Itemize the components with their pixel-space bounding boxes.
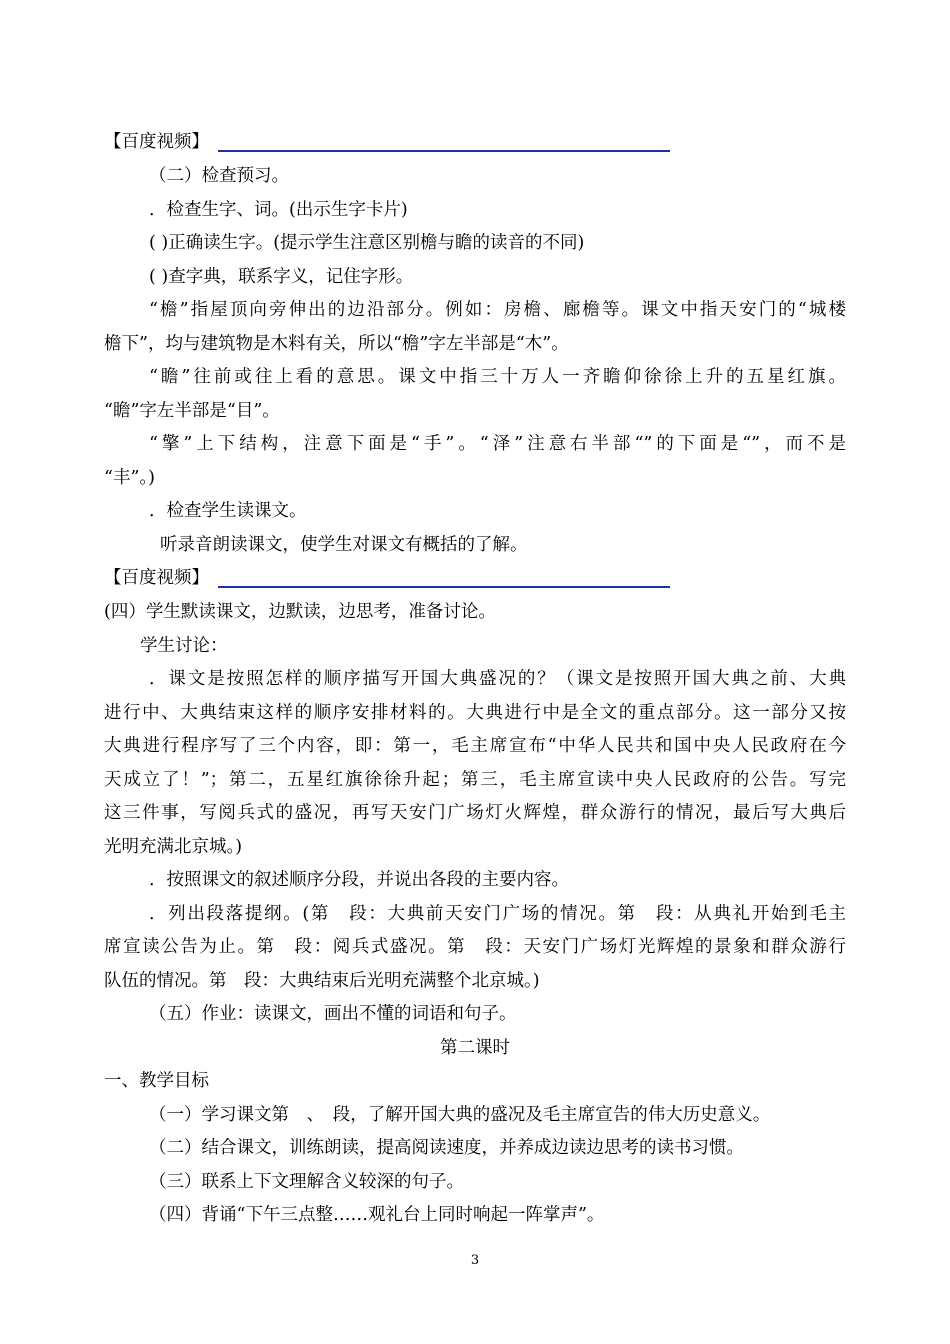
video-link-underline[interactable] xyxy=(218,586,670,588)
text-line: ( )正确读生字。(提示学生注意区别檐与瞻的读音的不同) xyxy=(149,233,585,253)
baidu-video-label: 【百度视频】 xyxy=(104,568,209,588)
text-line: 进行中、大典结束这样的顺序安排材料的。大典进行中是全文的重点部分。这一部分又按 xyxy=(104,703,846,723)
list-item: （一）学习课文第 、 段，了解开国大典的盛况及毛主席宣告的伟大历史意义。 xyxy=(149,1105,771,1125)
list-item: （二）结合课文，训练朗读，提高阅读速度，并养成边读边思考的读书习惯。 xyxy=(149,1138,744,1158)
heading-teaching-goals: 一、教学目标 xyxy=(104,1071,209,1091)
heading-homework: （五）作业：读课文，画出不懂的词语和句子。 xyxy=(149,1004,517,1024)
text-line: ．检查生字、词。(出示生字卡片) xyxy=(149,200,408,220)
section-title: 第二课时 xyxy=(440,1038,510,1058)
text-line: ．按照课文的叙述顺序分段，并说出各段的主要内容。 xyxy=(149,870,569,890)
text-line: 听录音朗读课文，使学生对课文有概括的了解。 xyxy=(160,535,528,555)
text-line: 学生讨论： xyxy=(140,636,228,656)
text-line: “瞻”字左半部是“目”。 xyxy=(104,401,280,421)
heading-silent-reading: (四）学生默读课文，边默读，边思考，准备讨论。 xyxy=(104,602,496,622)
text-line: “丰”。) xyxy=(104,468,155,488)
video-link-underline[interactable] xyxy=(218,150,670,152)
text-line: “擎”上下结构，注意下面是“手”。“泽”注意右半部“”的下面是“”，而不是 xyxy=(149,434,846,454)
text-line: “瞻”往前或往上看的意思。课文中指三十万人一齐瞻仰徐徐上升的五星红旗。 xyxy=(149,367,846,387)
text-line: 队伍的情况。第 段：大典结束后光明充满整个北京城。) xyxy=(104,971,540,991)
page-number: 3 xyxy=(470,1253,480,1268)
text-line: 檐下”，均与建筑物是木料有关，所以“檐”字左半部是“木”。 xyxy=(104,334,569,354)
text-line: “檐”指屋顶向旁伸出的边沿部分。例如：房檐、廊檐等。课文中指天安门的“城楼 xyxy=(149,300,846,320)
baidu-video-label: 【百度视频】 xyxy=(104,132,209,152)
text-line: ( )查字典，联系字义，记住字形。 xyxy=(149,267,414,287)
text-line: 大典进行程序写了三个内容，即：第一，毛主席宣布“中华人民共和国中央人民政府在今 xyxy=(104,736,846,756)
text-line: 光明充满北京城。) xyxy=(104,837,243,857)
text-line: ．列出段落提纲。(第 段：大典前天安门广场的情况。第 段：从典礼开始到毛主 xyxy=(149,904,846,924)
list-item: （三）联系上下文理解含义较深的句子。 xyxy=(149,1172,464,1192)
text-line: ．检查学生读课文。 xyxy=(149,501,307,521)
text-line: ．课文是按照怎样的顺序描写开国大典盛况的？（课文是按照开国大典之前、大典 xyxy=(149,669,846,689)
text-line: 天成立了！”；第二，五星红旗徐徐升起；第三，毛主席宣读中央人民政府的公告。写完 xyxy=(104,770,846,790)
text-line: 席宣读公告为止。第 段：阅兵式盛况。第 段：天安门广场灯光辉煌的景象和群众游行 xyxy=(104,937,846,957)
list-item: （四）背诵“下午三点整……观礼台上同时响起一阵掌声”。 xyxy=(149,1205,605,1225)
text-line: 这三件事，写阅兵式的盛况，再写天安门广场灯火辉煌，群众游行的情况，最后写大典后 xyxy=(104,803,846,823)
heading-check-preview: （二）检查预习。 xyxy=(149,166,289,186)
